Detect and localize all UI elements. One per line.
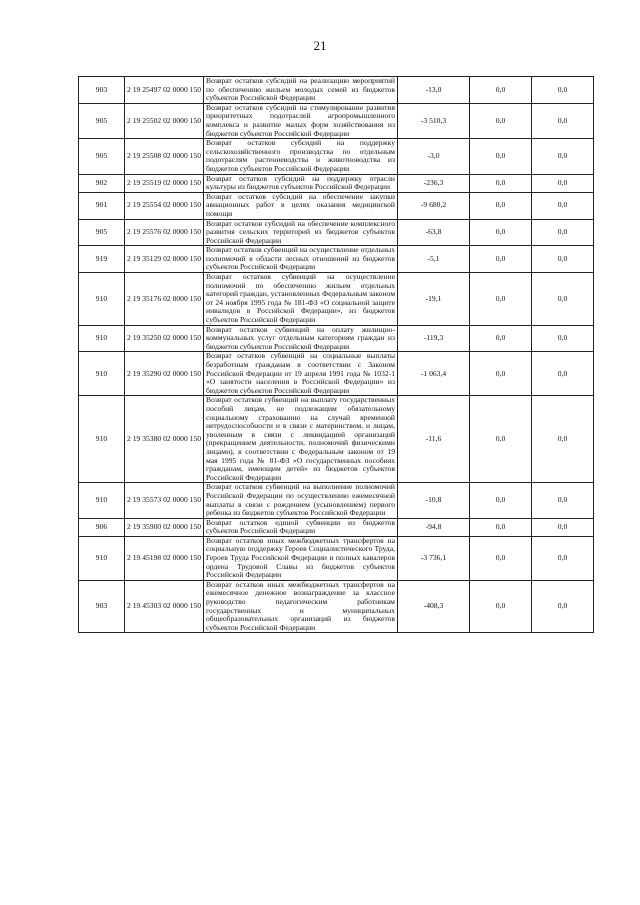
admin-code-cell: 903: [79, 580, 125, 633]
amount-cell: -10,8: [398, 483, 470, 518]
budget-code-cell: 2 19 35573 02 0000 150: [125, 483, 204, 518]
admin-code-cell: 905: [79, 103, 125, 138]
amount-cell: 0,0: [470, 103, 532, 138]
admin-code-cell: 910: [79, 325, 125, 352]
budget-code-cell: 2 19 35129 02 0000 150: [125, 246, 204, 273]
amount-cell: 0,0: [532, 483, 594, 518]
budget-code-cell: 2 19 35176 02 0000 150: [125, 273, 204, 326]
amount-cell: 0,0: [532, 219, 594, 246]
amount-cell: -119,3: [398, 325, 470, 352]
budget-table-body: [79, 77, 594, 633]
amount-cell: 0,0: [470, 192, 532, 219]
amount-cell: 0,0: [470, 273, 532, 326]
amount-cell: -236,3: [398, 174, 470, 192]
amount-cell: 0,0: [532, 273, 594, 326]
table-row: [79, 518, 594, 536]
amount-cell: 0,0: [470, 396, 532, 483]
amount-cell: 0,0: [532, 174, 594, 192]
budget-code-cell: 2 19 25508 02 0000 150: [125, 139, 204, 174]
description-cell: Возврат остатков единой субвенции из бюджетов субъектов Российской Федерации: [204, 518, 398, 536]
description-cell: Возврат остатков субсидий на стимулирование развития приоритетных подотраслей агропромышленного комплекса и развитие малых форм хозяйствования из бюджетов субъектов Российской Федерации: [204, 103, 398, 138]
amount-cell: 0,0: [532, 192, 594, 219]
amount-cell: 0,0: [470, 518, 532, 536]
amount-cell: -9 680,2: [398, 192, 470, 219]
table-row: [79, 580, 594, 633]
admin-code-cell: 902: [79, 174, 125, 192]
table-row: [79, 483, 594, 518]
budget-code-cell: 2 19 25502 02 0000 150: [125, 103, 204, 138]
table-row: [79, 352, 594, 396]
amount-cell: -5,1: [398, 246, 470, 273]
admin-code-cell: 905: [79, 219, 125, 246]
budget-code-cell: 2 19 45303 02 0000 150: [125, 580, 204, 633]
budget-code-cell: 2 19 25497 02 0000 150: [125, 77, 204, 104]
budget-code-cell: 2 19 35290 02 0000 150: [125, 352, 204, 396]
budget-code-cell: 2 19 25576 02 0000 150: [125, 219, 204, 246]
admin-code-cell: 910: [79, 273, 125, 326]
budget-code-cell: 2 19 35250 02 0000 150: [125, 325, 204, 352]
admin-code-cell: 919: [79, 246, 125, 273]
amount-cell: -13,0: [398, 77, 470, 104]
budget-code-cell: 2 19 25554 02 0000 150: [125, 192, 204, 219]
table-row: [79, 325, 594, 352]
admin-code-cell: 905: [79, 139, 125, 174]
admin-code-cell: 910: [79, 536, 125, 580]
amount-cell: 0,0: [532, 518, 594, 536]
table-row: [79, 219, 594, 246]
admin-code-cell: 910: [79, 396, 125, 483]
description-cell: Возврат остатков субвенций на выполнение полномочий Российской Федерации по осуществлению ежемесячной выплаты в связи с рождением (усыновлением) первого ребенка из бюджетов субъектов Российской Федерации: [204, 483, 398, 518]
amount-cell: 0,0: [470, 325, 532, 352]
amount-cell: -94,8: [398, 518, 470, 536]
amount-cell: -3 736,1: [398, 536, 470, 580]
amount-cell: 0,0: [532, 77, 594, 104]
amount-cell: 0,0: [532, 325, 594, 352]
amount-cell: -3,0: [398, 139, 470, 174]
amount-cell: -19,1: [398, 273, 470, 326]
amount-cell: 0,0: [532, 246, 594, 273]
amount-cell: 0,0: [532, 536, 594, 580]
budget-code-cell: 2 19 35380 02 0000 150: [125, 396, 204, 483]
amount-cell: 0,0: [532, 396, 594, 483]
table-row: [79, 273, 594, 326]
description-cell: Возврат остатков субсидий на поддержку сельскохозяйственного производства по отдельным подотраслям растениеводства и животноводства из бюджетов субъектов Российской Федерации: [204, 139, 398, 174]
amount-cell: -63,8: [398, 219, 470, 246]
table-row: [79, 103, 594, 138]
description-cell: Возврат остатков иных межбюджетных трансфертов на ежемесячное денежное вознаграждение за классное руководство педагогическим работникам государственных и муниципальных общеобразовательных организаций из бюджетов субъектов Российской Федерации: [204, 580, 398, 633]
budget-code-cell: 2 19 35900 02 0000 150: [125, 518, 204, 536]
amount-cell: 0,0: [470, 219, 532, 246]
amount-cell: 0,0: [532, 103, 594, 138]
table-row: [79, 139, 594, 174]
description-cell: Возврат остатков субсидий на реализацию мероприятий по обеспечению жильем молодых семей из бюджетов субъектов Российской Федерации: [204, 77, 398, 104]
amount-cell: 0,0: [532, 352, 594, 396]
budget-table: [78, 76, 594, 633]
table-row: [79, 246, 594, 273]
description-cell: Возврат остатков субвенций на выплату государственных пособий лицам, не подлежащим обязательному социальному страхованию на случай временной нетрудоспособности и в связи с материнством, и лицам, уволенным в связи с ликвидацией организаций (прекращением деятельности, полномочий физическими лицами), в соответствии с Федеральным законом от 19 мая 1995 года № 81-ФЗ «О государственных пособиях гражданам, имеющим детей» из бюджетов субъектов Российской Федерации: [204, 396, 398, 483]
table-row: [79, 77, 594, 104]
table-row: [79, 174, 594, 192]
amount-cell: 0,0: [470, 580, 532, 633]
description-cell: Возврат остатков субвенций на осуществление полномочий по обеспечению жильем отдельных категорий граждан, установленных Федеральным законом от 24 ноября 1995 года № 181-ФЗ «О социальной защите инвалидов в Российской Федерации», из бюджетов субъектов Российской Федерации: [204, 273, 398, 326]
description-cell: Возврат остатков субвенций на осуществление отдельных полномочий в области лесных отношений из бюджетов субъектов Российской Федерации: [204, 246, 398, 273]
description-cell: Возврат остатков субвенций на социальные выплаты безработным гражданам в соответствии с Законом Российской Федерации от 19 апреля 1991 года № 1032-1 «О занятости населения в Российской Федерации» из бюджетов субъектов Российской Федерации: [204, 352, 398, 396]
admin-code-cell: 906: [79, 518, 125, 536]
admin-code-cell: 903: [79, 77, 125, 104]
description-cell: Возврат остатков субсидий на поддержку отрасли культуры из бюджетов субъектов Российской Федерации: [204, 174, 398, 192]
description-cell: Возврат остатков субсидий на обеспечение комплексного развития сельских территорий из бюджетов субъектов Российской Федерации: [204, 219, 398, 246]
description-cell: Возврат остатков субсидий на обеспечение закупки авиационных работ в целях оказания медицинской помощи: [204, 192, 398, 219]
amount-cell: 0,0: [470, 77, 532, 104]
amount-cell: 0,0: [470, 352, 532, 396]
amount-cell: 0,0: [470, 174, 532, 192]
amount-cell: 0,0: [470, 246, 532, 273]
amount-cell: 0,0: [532, 139, 594, 174]
budget-code-cell: 2 19 45198 02 0000 150: [125, 536, 204, 580]
table-row: [79, 192, 594, 219]
budget-code-cell: 2 19 25519 02 0000 150: [125, 174, 204, 192]
amount-cell: 0,0: [532, 580, 594, 633]
admin-code-cell: 901: [79, 192, 125, 219]
admin-code-cell: 910: [79, 352, 125, 396]
amount-cell: -1 063,4: [398, 352, 470, 396]
amount-cell: -408,3: [398, 580, 470, 633]
table-row: [79, 396, 594, 483]
page-number: 21: [313, 38, 327, 53]
amount-cell: -11,6: [398, 396, 470, 483]
amount-cell: 0,0: [470, 536, 532, 580]
amount-cell: -3 510,3: [398, 103, 470, 138]
admin-code-cell: 910: [79, 483, 125, 518]
amount-cell: 0,0: [470, 139, 532, 174]
description-cell: Возврат остатков субвенций на оплату жилищно-коммунальных услуг отдельным категориям граждан из бюджетов субъектов Российской Федерации: [204, 325, 398, 352]
amount-cell: 0,0: [470, 483, 532, 518]
table-row: [79, 536, 594, 580]
description-cell: Возврат остатков иных межбюджетных трансфертов на социальную поддержку Героев Социалистического Труда, Героев Труда Российской Федерации и полных кавалеров ордена Трудовой Славы из бюджетов субъектов Российской Федерации: [204, 536, 398, 580]
